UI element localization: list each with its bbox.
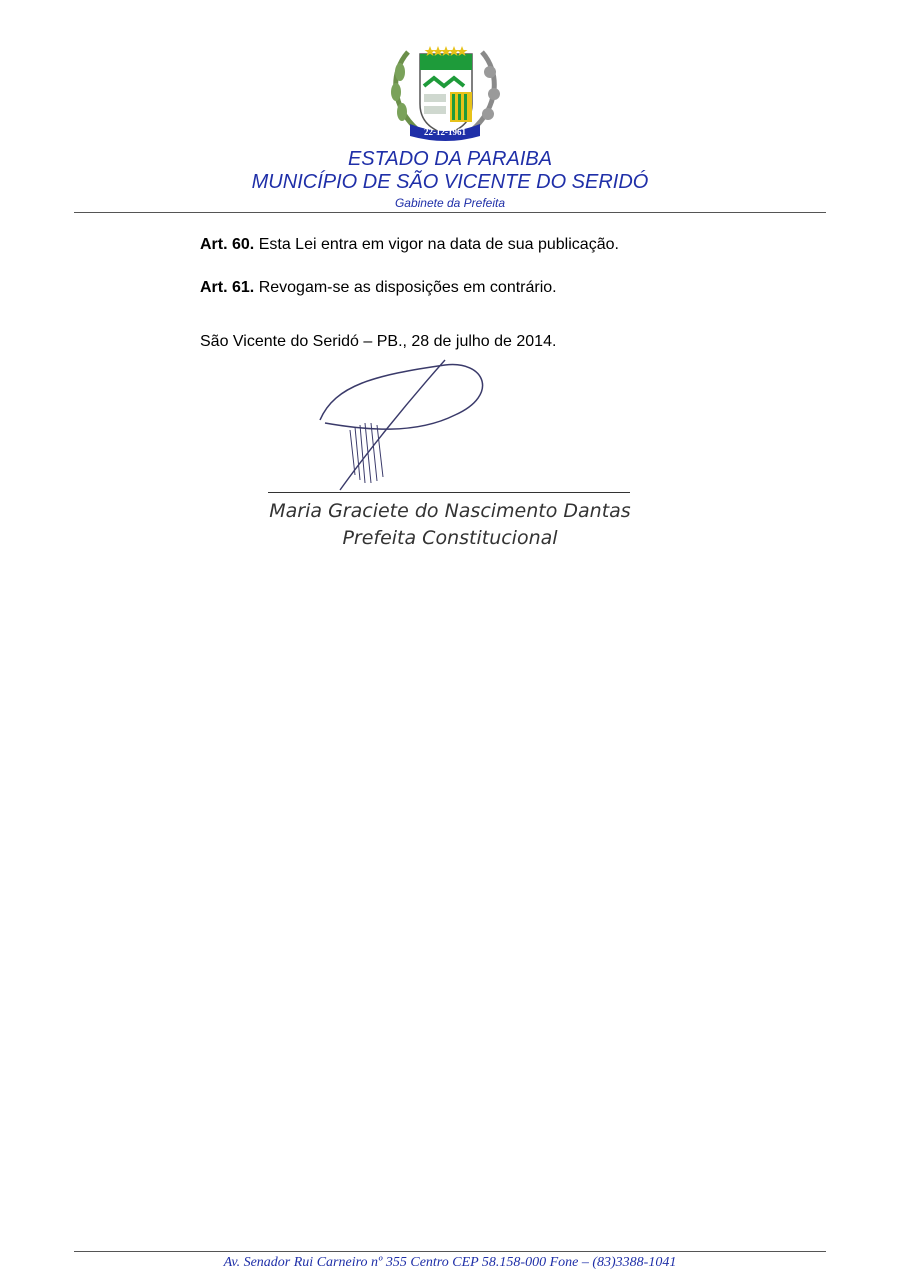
- signer-name: Maria Graciete do Nascimento Dantas: [269, 500, 631, 522]
- municipal-coat-of-arms: [380, 42, 510, 142]
- municipality-heading: MUNICÍPIO DE SÃO VICENTE DO SERIDÓ: [251, 171, 649, 193]
- article-60: [200, 236, 619, 254]
- article-61: [200, 279, 557, 297]
- state-heading: ESTADO DA PARAIBA: [347, 148, 553, 170]
- footer-address: Av. Senador Rui Carneiro nº 355 Centro CEP 58.158-000 Fone – (83)3388-1041: [223, 1255, 677, 1270]
- svg-text:22-12-1961: 22-12-1961: [424, 127, 466, 137]
- handwritten-signature: [305, 355, 505, 495]
- place-and-date: São Vicente do Seridó – PB., 28 de julho de 2014.: [200, 333, 557, 350]
- office-subheading: Gabinete da Prefeita: [394, 196, 506, 210]
- article-60-label: Art. 60.: [200, 236, 255, 253]
- header-divider: [74, 212, 826, 213]
- article-61-text: Revogam-se as disposições em contrário.: [258, 279, 557, 296]
- footer-divider: [74, 1251, 826, 1252]
- signature-line: [268, 492, 630, 493]
- article-60-text: Esta Lei entra em vigor na data de sua publicação.: [258, 236, 619, 253]
- signer-role: Prefeita Constitucional: [342, 527, 558, 549]
- article-61-label: Art. 61.: [200, 279, 255, 296]
